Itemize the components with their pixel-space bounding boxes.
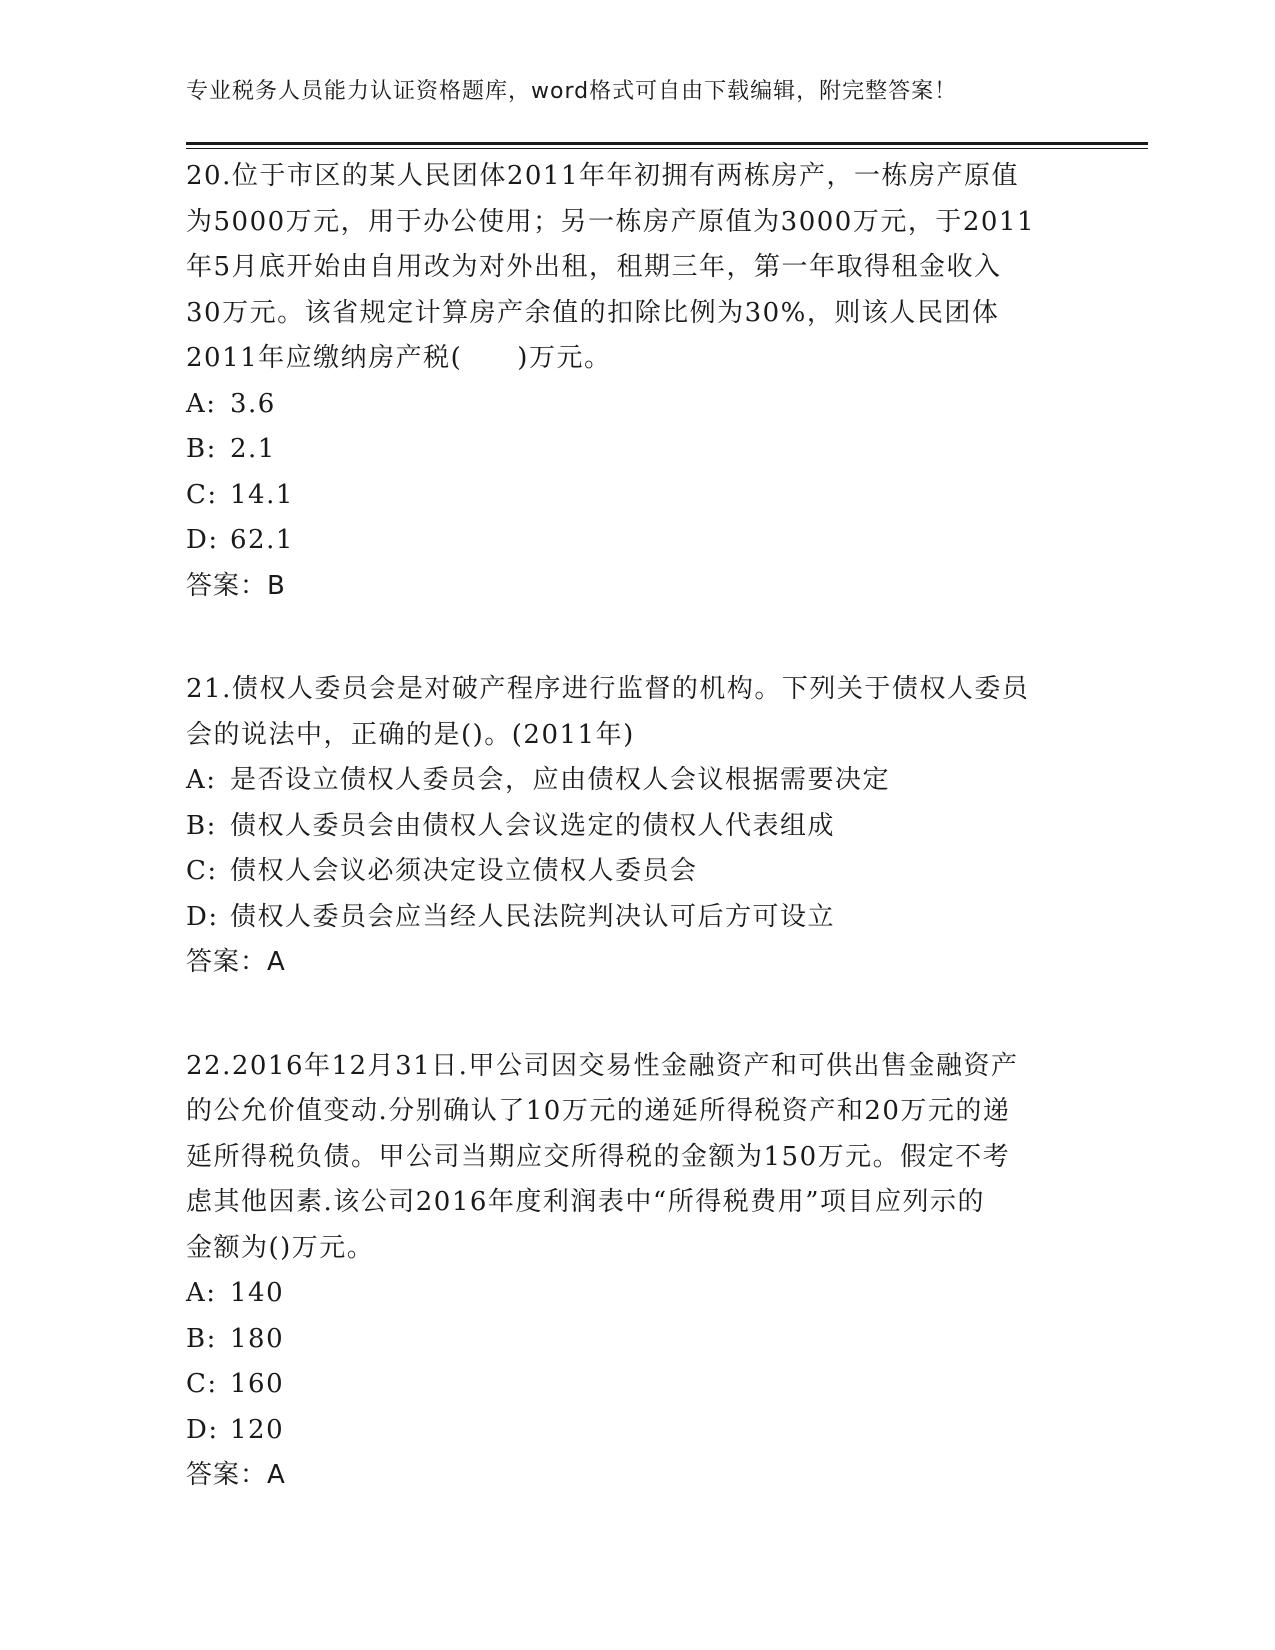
option-b: [186, 427, 1086, 473]
option-b: [186, 804, 1086, 850]
answer-line: 答案：B: [186, 570, 286, 601]
option-d: [186, 518, 1086, 564]
option-text: 140: [230, 1278, 285, 1308]
option-letter: C:: [186, 479, 218, 510]
question-stem-line: 金额为()万元。: [186, 1232, 375, 1263]
question-stem-line: 为5000万元，用于办公使用；另一栋房产原值为3000万元，于2011: [186, 206, 1036, 237]
option-a: [186, 382, 1086, 428]
option-letter: C:: [186, 856, 218, 886]
option-a: [186, 1271, 1086, 1317]
option-letter: D:: [186, 525, 219, 555]
option-text: 债权人会议必须决定设立债权人委员会: [230, 856, 698, 886]
option-letter: A:: [186, 765, 217, 795]
option-letter: D:: [186, 901, 219, 932]
answer-line: 答案：A: [186, 947, 286, 977]
option-letter: A:: [186, 1278, 217, 1308]
question-stem-line: 22.2016年12月31日.甲公司因交易性金融资产和可供出售金融资产: [186, 1050, 1019, 1081]
question-stem-line: 21.债权人委员会是对破产程序进行监督的机构。下列关于债权人委员: [186, 674, 1030, 704]
question-22: [186, 1044, 1086, 1499]
option-text: 160: [230, 1369, 285, 1399]
option-d: [186, 1408, 1086, 1454]
option-text: 债权人委员会应当经人民法院判决认可后方可设立: [230, 901, 836, 932]
question-20: [186, 154, 1086, 609]
answer-line: 答案：A: [186, 1460, 286, 1490]
option-text: 债权人委员会由债权人会议选定的债权人代表组成: [230, 810, 836, 841]
question-stem-line: 30万元。该省规定计算房产余值的扣除比例为30%，则该人民团体: [186, 297, 1000, 328]
option-d: [186, 895, 1086, 941]
question-21: [186, 667, 1086, 986]
option-text: 3.6: [230, 388, 276, 419]
question-stem-line: 延所得税负债。甲公司当期应交所得税的金额为150万元。假定不考: [186, 1141, 1011, 1172]
option-text: 62.1: [230, 525, 294, 555]
header-divider-thin: [186, 148, 1148, 149]
question-stem-line: 2011年应缴纳房产税( )万元。: [186, 343, 612, 373]
option-text: 2.1: [230, 434, 276, 464]
option-a: [186, 758, 1086, 804]
question-stem-line: 会的说法中，正确的是()。(2011年): [186, 719, 635, 750]
option-letter: B:: [186, 434, 217, 464]
option-letter: B:: [186, 1323, 217, 1354]
option-text: 是否设立债权人委员会，应由债权人会议根据需要决定: [230, 765, 891, 795]
option-letter: D:: [186, 1414, 219, 1445]
question-stem-line: 20.位于市区的某人民团体2011年年初拥有两栋房产，一栋房产原值: [186, 161, 1020, 191]
option-c: [186, 849, 1086, 895]
question-stem-line: 虑其他因素.该公司2016年度利润表中“所得税费用”项目应列示的: [186, 1187, 986, 1217]
option-text: 180: [230, 1323, 285, 1354]
option-c: [186, 473, 1086, 519]
option-b: [186, 1317, 1086, 1363]
question-stem-line: 的公允价值变动.分别确认了10万元的递延所得税资产和20万元的递: [186, 1096, 1011, 1126]
page-header: 专业税务人员能力认证资格题库，word格式可自由下载编辑，附完整答案！: [186, 79, 958, 104]
question-stem-line: 年5月底开始由自用改为对外出租，租期三年，第一年取得租金收入: [186, 252, 1002, 282]
option-c: [186, 1362, 1086, 1408]
option-letter: A:: [186, 388, 217, 419]
option-text: 120: [230, 1414, 285, 1445]
question-list: [186, 154, 1086, 1557]
option-text: 14.1: [230, 479, 294, 510]
option-letter: B:: [186, 810, 217, 841]
header-divider-thick: [186, 142, 1148, 145]
option-letter: C:: [186, 1369, 218, 1399]
